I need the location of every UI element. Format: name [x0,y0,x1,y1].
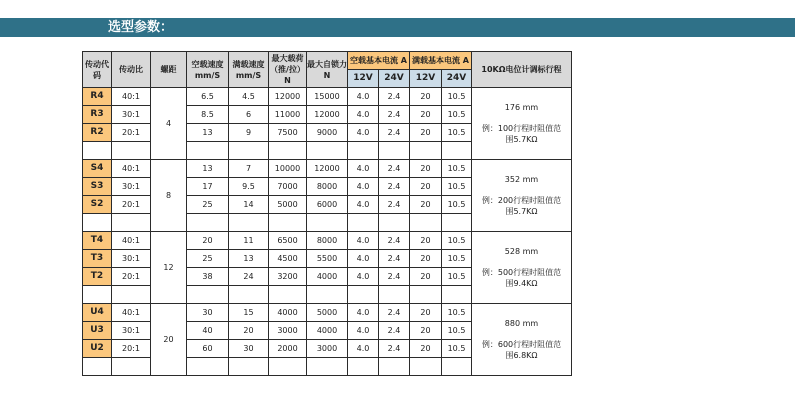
ratio-cell: 20:1 [112,268,151,286]
self-lock-cell: 15000 [307,88,348,106]
ce12-cell: 4.0 [348,160,379,178]
table-row [83,232,572,250]
blank-cell [442,286,472,304]
speed-empty-cell: 25 [187,250,229,268]
pitch-cell: 12 [151,232,187,304]
drive-code-cell: S3 [83,178,112,196]
cf24-cell: 10.5 [442,232,472,250]
blank-cell [307,358,348,376]
cf12-cell: 20 [410,304,442,322]
stroke-cell [472,160,572,232]
max-load-cell: 6500 [269,232,307,250]
self-lock-cell: 12000 [307,106,348,124]
drive-code-cell: R4 [83,88,112,106]
speed-full-cell: 15 [229,304,269,322]
cf12-cell: 20 [410,160,442,178]
speed-empty-cell: 17 [187,178,229,196]
ratio-cell: 40:1 [112,88,151,106]
header-24v: 24V [379,70,410,88]
cf12-cell: 20 [410,268,442,286]
blank-cell [229,142,269,160]
cf12-cell: 20 [410,322,442,340]
ce12-cell: 4.0 [348,250,379,268]
section-title: 选型参数： [108,20,174,35]
speed-empty-cell: 25 [187,196,229,214]
ce24-cell: 2.4 [379,304,410,322]
cf24-cell: 10.5 [442,322,472,340]
speed-empty-cell: 40 [187,322,229,340]
header-12v: 12V [410,70,442,88]
header-current-empty: 空载基本电流 A [348,52,410,70]
blank-cell [83,286,112,304]
ce12-cell: 4.0 [348,196,379,214]
header-12v: 12V [348,70,379,88]
blank-cell [410,286,442,304]
ce24-cell: 2.4 [379,340,410,358]
cf24-cell: 10.5 [442,304,472,322]
ce24-cell: 2.4 [379,160,410,178]
cf24-cell: 10.5 [442,340,472,358]
speed-full-cell: 13 [229,250,269,268]
speed-full-cell: 6 [229,106,269,124]
blank-cell [187,142,229,160]
ce12-cell: 4.0 [348,340,379,358]
ce24-cell: 2.4 [379,196,410,214]
ratio-cell: 20:1 [112,196,151,214]
speed-full-cell: 20 [229,322,269,340]
drive-code-cell: R3 [83,106,112,124]
speed-full-cell: 9 [229,124,269,142]
blank-cell [379,286,410,304]
blank-cell [307,286,348,304]
stroke-cell [472,232,572,304]
ce24-cell: 2.4 [379,88,410,106]
cf12-cell: 20 [410,106,442,124]
stroke-example: 例：100行程时阻值范围5.7KΩ [481,124,562,144]
cf12-cell: 20 [410,88,442,106]
cf12-cell: 20 [410,196,442,214]
speed-full-cell: 30 [229,340,269,358]
blank-cell [112,142,151,160]
ce12-cell: 4.0 [348,304,379,322]
max-load-cell: 2000 [269,340,307,358]
speed-empty-cell: 60 [187,340,229,358]
ce12-cell: 4.0 [348,232,379,250]
self-lock-cell: 5000 [307,304,348,322]
header-potentiometer: 10KΩ电位计调标行程 [472,52,572,88]
stroke-length: 352 mm [504,175,539,184]
max-load-cell: 7500 [269,124,307,142]
cf24-cell: 10.5 [442,268,472,286]
max-load-cell: 4000 [269,304,307,322]
ce12-cell: 4.0 [348,322,379,340]
ce12-cell: 4.0 [348,124,379,142]
speed-empty-cell: 30 [187,304,229,322]
speed-full-cell: 7 [229,160,269,178]
blank-cell [229,214,269,232]
ce24-cell: 2.4 [379,106,410,124]
max-load-cell: 7000 [269,178,307,196]
blank-cell [269,358,307,376]
self-lock-cell: 8000 [307,178,348,196]
pitch-cell: 8 [151,160,187,232]
max-load-cell: 3000 [269,322,307,340]
blank-cell [83,142,112,160]
blank-cell [348,358,379,376]
drive-code-cell: S4 [83,160,112,178]
self-lock-cell: 5500 [307,250,348,268]
drive-code-cell: T2 [83,268,112,286]
speed-empty-cell: 13 [187,124,229,142]
speed-empty-cell: 13 [187,160,229,178]
ce12-cell: 4.0 [348,268,379,286]
ce24-cell: 2.4 [379,178,410,196]
blank-cell [410,358,442,376]
ce24-cell: 2.4 [379,124,410,142]
blank-cell [83,214,112,232]
blank-cell [348,142,379,160]
self-lock-cell: 9000 [307,124,348,142]
cf24-cell: 10.5 [442,178,472,196]
ratio-cell: 30:1 [112,106,151,124]
ce12-cell: 4.0 [348,88,379,106]
table-row [83,304,572,322]
drive-code-cell: U4 [83,304,112,322]
max-load-cell: 10000 [269,160,307,178]
max-load-cell: 12000 [269,88,307,106]
header-speed-full: 满载速度mm/S [229,52,269,88]
blank-cell [379,142,410,160]
header-max-load: 最大载荷（推/拉）N [269,52,307,88]
table-row [83,160,572,178]
blank-cell [348,214,379,232]
ce24-cell: 2.4 [379,232,410,250]
ratio-cell: 40:1 [112,160,151,178]
ratio-cell: 30:1 [112,250,151,268]
table-row [83,88,572,106]
blank-cell [379,214,410,232]
max-load-cell: 5000 [269,196,307,214]
blank-cell [307,214,348,232]
blank-cell [112,358,151,376]
cf12-cell: 20 [410,340,442,358]
drive-code-cell: T4 [83,232,112,250]
speed-full-cell: 11 [229,232,269,250]
blank-cell [112,214,151,232]
self-lock-cell: 8000 [307,232,348,250]
ratio-cell: 20:1 [112,124,151,142]
stroke-length: 880 mm [504,319,539,328]
blank-cell [410,214,442,232]
blank-cell [442,214,472,232]
drive-code-cell: T3 [83,250,112,268]
max-load-cell: 11000 [269,106,307,124]
stroke-example: 例：500行程时阻值范围9.4KΩ [481,268,562,288]
blank-cell [442,142,472,160]
spec-table-body [83,88,572,376]
ratio-cell: 20:1 [112,340,151,358]
speed-empty-cell: 8.5 [187,106,229,124]
cf24-cell: 10.5 [442,106,472,124]
stroke-example: 例：200行程时阻值范围5.7KΩ [481,196,562,216]
self-lock-cell: 4000 [307,268,348,286]
cf24-cell: 10.5 [442,160,472,178]
speed-full-cell: 24 [229,268,269,286]
self-lock-cell: 6000 [307,196,348,214]
blank-cell [379,358,410,376]
ratio-cell: 40:1 [112,232,151,250]
header-pitch: 螺距 [151,52,187,88]
section-banner [0,18,795,37]
header-24v: 24V [442,70,472,88]
blank-cell [269,286,307,304]
blank-cell [229,286,269,304]
speed-empty-cell: 38 [187,268,229,286]
pitch-cell: 4 [151,88,187,160]
drive-code-cell: U3 [83,322,112,340]
max-load-cell: 3200 [269,268,307,286]
stroke-length: 176 mm [504,103,539,112]
drive-code-cell: S2 [83,196,112,214]
ce24-cell: 2.4 [379,268,410,286]
ratio-cell: 40:1 [112,304,151,322]
cf12-cell: 20 [410,124,442,142]
cf24-cell: 10.5 [442,124,472,142]
blank-cell [112,286,151,304]
pitch-cell: 20 [151,304,187,376]
cf24-cell: 10.5 [442,250,472,268]
cf12-cell: 20 [410,178,442,196]
max-load-cell: 4500 [269,250,307,268]
ce12-cell: 4.0 [348,178,379,196]
blank-cell [187,214,229,232]
blank-cell [229,358,269,376]
ce12-cell: 4.0 [348,106,379,124]
stroke-length: 528 mm [504,247,539,256]
header-max-self-lock: 最大自锁力N [307,52,348,88]
stroke-cell [472,304,572,376]
ce24-cell: 2.4 [379,250,410,268]
stroke-cell [472,88,572,160]
header-ratio: 传动比 [112,52,151,88]
speed-full-cell: 9.5 [229,178,269,196]
self-lock-cell: 4000 [307,322,348,340]
speed-full-cell: 14 [229,196,269,214]
drive-code-cell: U2 [83,340,112,358]
blank-cell [410,142,442,160]
blank-cell [442,358,472,376]
blank-cell [269,142,307,160]
cf24-cell: 10.5 [442,88,472,106]
cf12-cell: 20 [410,232,442,250]
speed-full-cell: 4.5 [229,88,269,106]
cf24-cell: 10.5 [442,196,472,214]
header-code: 传动代码 [83,52,112,88]
cf12-cell: 20 [410,250,442,268]
blank-cell [269,214,307,232]
ce24-cell: 2.4 [379,322,410,340]
header-speed-empty: 空载速度mm/S [187,52,229,88]
ratio-cell: 30:1 [112,178,151,196]
blank-cell [187,358,229,376]
drive-code-cell: R2 [83,124,112,142]
ratio-cell: 30:1 [112,322,151,340]
blank-cell [83,358,112,376]
stroke-example: 例：600行程时阻值范围6.8KΩ [481,340,562,360]
blank-cell [187,286,229,304]
blank-cell [348,286,379,304]
self-lock-cell: 3000 [307,340,348,358]
self-lock-cell: 12000 [307,160,348,178]
blank-cell [307,142,348,160]
header-current-full: 满载基本电流 A [410,52,472,70]
speed-empty-cell: 20 [187,232,229,250]
speed-empty-cell: 6.5 [187,88,229,106]
spec-table [82,51,572,376]
